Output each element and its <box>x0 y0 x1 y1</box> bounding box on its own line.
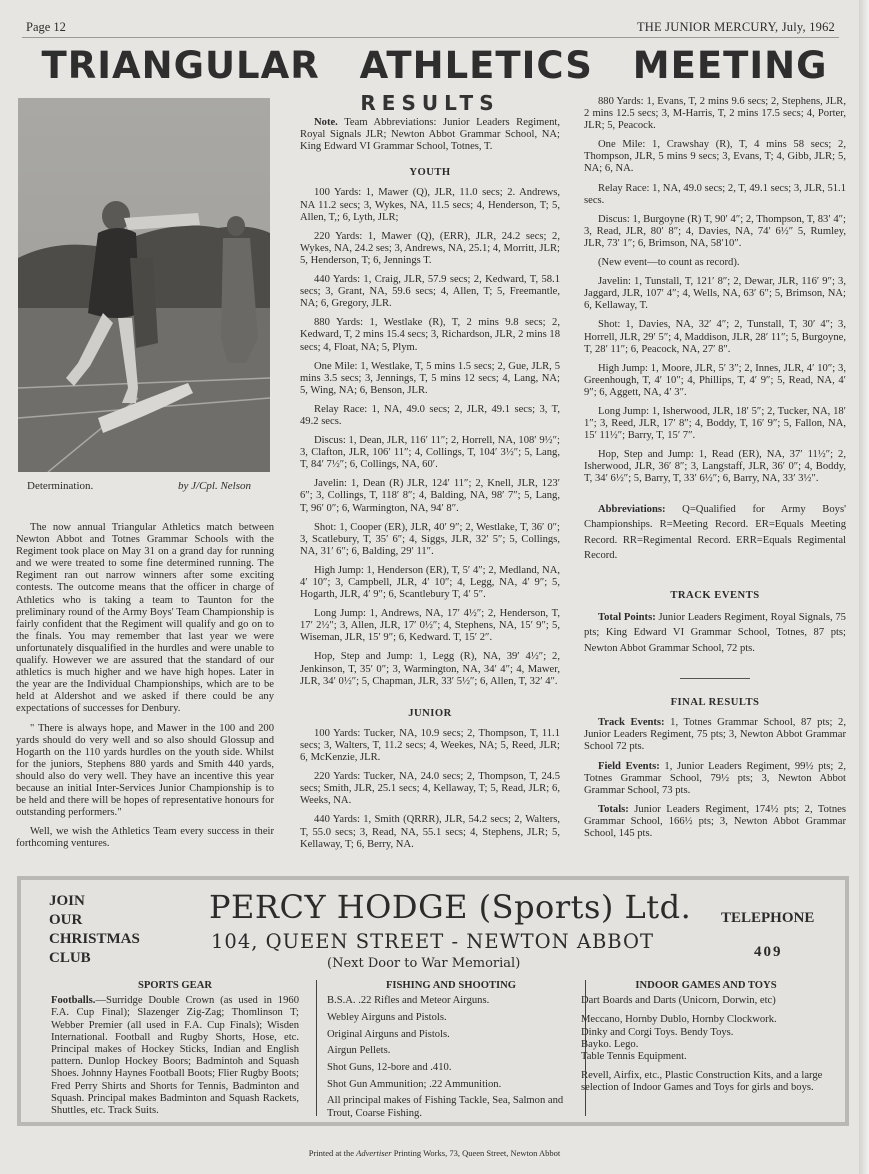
result-entry: Hop, Step and Jump: 1, Legg (R), NA, 39′ 4½″; 2, Jenkinson, T, 35′ 0″; 3, Warmington, NA, 34′ 4″; 4, Mawer, JLR, 34′ 0½″; 5, Chapman, JLR, 33′ 5½″; 6, Allen, T, 32′ 4″. <box>300 651 560 687</box>
result-entry: 220 Yards: 1, Mawer (Q), (ERR), JLR, 24.2 secs; 2, Wykes, NA, 24.2 ses; 3, Andrews, NA, 25.1; 4, Morritt, JLR; 5, Henderson, T; 6, Jennings T. <box>300 230 560 266</box>
indoor-item: Table Tennis Equipment. <box>581 1051 687 1063</box>
track-label: Total Points: <box>598 611 656 623</box>
result-entry: Relay Race: 1, NA, 49.0 secs; 2, JLR, 49.1 secs; 3, T, 49.2 secs. <box>300 403 560 427</box>
shop-address: 104, QUEEN STREET - NEWTON ABBOT <box>211 930 654 953</box>
result-entry: One Mile: 1, Crawshay (R), T, 4 mins 58 secs; 2, Thompson, JLR, 5 mins 9 secs; 3, Evans, T; 4, Gibb, JLR; 5, NA; 6, NA. <box>584 139 846 175</box>
page-title: TRIANGULAR ATHLETICS MEETING <box>41 44 828 87</box>
fishing-item: Webley Airguns and Pistols. <box>327 1011 447 1023</box>
article-paragraph: Well, we wish the Athletics Team every success in their forthcoming ventures. <box>16 826 274 850</box>
article-paragraph: The now annual Triangular Athletics match between Newton Abbot and Totnes Grammar Schools with the Regiment took place on May 31 on a grand day for running and we were treated to some fine determined running. The Regiment ran out narrow winners after some exciting contests. The outcome means that the officer in charge of Athletics who is taking a team to Taunton for the preliminary round of the Army Boys' Team Championship is fairly confident that the Regiment will qualify and go on to the finals. You may remember that last year we were unfortunately disqualified in the hurdles and were unable to qualify. However we are assured that the standard of our athletics is much higher and we have high hopes. Later in the year are the Individual Championships, which are to be held at Aldershot and we asked if there could be any expectations of successes for Denbury. <box>16 522 274 715</box>
result-entry: 880 Yards: 1, Evans, T, 2 mins 9.6 secs; 2, Stephens, JLR, 2 mins 12.5 secs; 3, M-Harris, T, 2 mins 17.5 secs; 4, Porter, JLR; 5, Peacock. <box>584 96 846 132</box>
result-entry: 880 Yards: 1, Westlake (R), T, 2 mins 9.8 secs; 2, Kedward, T, 2 mins 15.4 secs; 3, Richardson, JLR, 2 mins 18 secs; 4, Float, NA; 5, Plym. <box>300 317 560 353</box>
indoor-games-section <box>581 980 831 1095</box>
result-entry: Relay Race: 1, NA, 49.0 secs; 2, T, 49.1 secs; 3, JLR, 51.1 secs. <box>584 182 846 206</box>
result-entry: Shot: 1, Cooper (ER), JLR, 40′ 9″; 2, Westlake, T, 36′ 0″; 3, Scatlebury, T, 35′ 6″; 4, Siggs, JLR, 32′ 5″; 5, Collings, NA, 31′ 6″; 6, Balding, 29′ 11″. <box>300 521 560 557</box>
shop-name: PERCY HODGE (Sports) Ltd. <box>209 888 692 926</box>
results-heading: RESULTS <box>360 91 500 115</box>
header-rule <box>22 37 839 38</box>
christmas-club <box>49 892 140 968</box>
result-entry: 220 Yards: Tucker, NA, 24.0 secs; 2, Thompson, T, 24.5 secs; Smith, JLR, 25.1 secs; 4, Kellaway, T; 5, Read, JLR; 6, Weeks, NA. <box>300 771 560 807</box>
join-line: OUR <box>49 912 83 928</box>
sports-gear-heading: SPORTS GEAR <box>137 980 213 991</box>
final-result <box>584 761 846 797</box>
result-entry: 100 Yards: 1, Mawer (Q), JLR, 11.0 secs; 2. Andrews, NA 11.2 secs; 3, Wykes, NA, 11.5 secs; 4, Henderson, T; 5, Allen, T,; 6, Lyth, JLR; <box>300 187 560 223</box>
abbrev-label: Abbreviations: <box>598 503 666 515</box>
photo-caption: Determination. <box>27 480 94 492</box>
abbreviations <box>584 502 846 564</box>
sports-gear-lead: Footballs. <box>51 995 96 1007</box>
abbrev-text: Q=Qualified for Army Boys' Championships. R=Meeting Record. ER=Equals Meeting Record. RR=Regimental Record. ERR=Equals Regimental Record. <box>584 503 846 562</box>
indoor-item: Dart Boards and Darts (Unicorn, Dorwin, etc) <box>581 995 776 1007</box>
junior-heading: JUNIOR <box>408 707 452 719</box>
fishing-shooting-section <box>316 980 586 1119</box>
final-text: 1, Totnes Grammar School, 87 pts; 2, Junior Leaders Regiment, 75 pts; 3, Newton Abbot Grammar School 72 pts. <box>584 717 846 753</box>
indoor-item: Dinky and Corgi Toys. Bendy Toys. <box>581 1026 734 1038</box>
result-entry: 440 Yards: 1, Craig, JLR, 57.9 secs; 2, Kedward, T, 58.1 secs; 3, Grant, NA, 59.6 secs; 4, Allen, T; 5, Freemantle, NA; 6, Gregory, JLR. <box>300 274 560 310</box>
sports-gear-body: —Surridge Double Crown (as used in 1960 F.A. Cup Final); Slazenger Zig-Zag; Thomlinson T; Webber Premier (all used in F.A. Cup Finals); Wisden International. Football and Rugby Shorts, Hose, etc. Principal makes of Hockey Sticks, Indian and English pattern. Dunlop Hockey Boors; Badmintoh and Squash Shoes. Johnny Haynes Football Boots; Flier Rugby Boots; Fred Perry Shirts and Shorts for Tennis, Badminton and Squash. Principal makes Badminton and Squash Rackets, Shuttles, etc. Track Suits. <box>51 995 299 1117</box>
final-result <box>584 804 846 840</box>
section-divider <box>680 678 750 679</box>
note-label: Note. <box>314 117 338 129</box>
final-label: Track Events: <box>598 717 665 729</box>
result-entry: One Mile: 1, Westlake, T, 5 mins 1.5 secs; 2, Gue, JLR, 5 mins 3.5 secs; 3, Jennings, T, 5 mins 12 secs; 4, Lang, NA; 5, Wing, NA; 6, Benson, JLR. <box>300 360 560 396</box>
result-entry: Discus: 1, Burgoyne (R) T, 90′ 4″; 2, Thompson, T, 83′ 4″; 3, Read, JLR, 80′ 8″; 4, Davies, NA, 74′ 6½″ 5, Rumley, JLR, 73′ 1″; 6, Brimson, NA, 58′10″. <box>584 213 846 249</box>
fishing-item: Shot Guns, 12-bore and .410. <box>327 1062 452 1074</box>
result-entry: 100 Yards: Tucker, NA, 10.9 secs; 2, Thompson, T, 11.1 secs; 3, Walters, T, 11.2 secs; 4, Weekes, NA; 5, Reed, JLR; 6, McKenzie, JLR. <box>300 727 560 764</box>
telephone-label: TELEPHONE <box>721 910 815 926</box>
sports-gear-text <box>51 995 299 1117</box>
final-results-heading: FINAL RESULTS <box>670 697 760 709</box>
result-entry: Javelin: 1, Tunstall, T, 121′ 8″; 2, Dewar, JLR, 116′ 9″; 3, Jaggard, JLR, 107′ 4″; 4, Wells, NA, 63′ 6″; 5, Brimson, NA; 6, Kellaway, T. <box>584 276 846 312</box>
result-entry: Long Jump: 1, Isherwood, JLR, 18′ 5″; 2, Tucker, NA, 18′ 1″; 3, Reed, JLR, 17′ 8″; 4, Boddy, T, 16′ 9″; 5, Fallon, NA, 15′ 11½″; Barry, T, 15′ 7″. <box>584 405 846 442</box>
indoor-item: Meccano, Hornby Dublo, Hornby Clockwork. <box>581 1014 777 1026</box>
join-line: JOIN <box>49 893 85 909</box>
final-label: Totals: <box>598 803 629 815</box>
result-entry: Javelin: 1, Dean (R) JLR, 124′ 11″; 2, Knell, JLR, 123′ 6″; 3, Collings, T, 118′ 8″; 4, Balding, NA, 98′ 7″; 5, Lang, T, 96′ 0″; 6, Warmington, NA, 94′ 8″. <box>300 478 560 514</box>
photo-credit: by J/Cpl. Nelson <box>178 480 252 492</box>
printer-name: Advertiser <box>356 1148 392 1158</box>
indoor-item: Revell, Airfix, etc., Plastic Construction Kits, and a large selection of Indoor Games and Toys for girls and boys. <box>581 1070 823 1094</box>
fishing-item: Original Airguns and Pistols. <box>327 1028 450 1040</box>
result-note: (New event—to count as record). <box>598 257 740 269</box>
result-entry: High Jump: 1, Henderson (ER), T, 5′ 4″; 2, Medland, NA, 4′ 10″; 3, Campbell, JLR, 4′ 10″; 4, Legg, NA, 4′ 9″; 5, Hogarth, JLR, 4′ 9″; 6, Scantlebury T, 4′ 5″. <box>300 564 560 601</box>
final-label: Field Events: <box>598 760 660 772</box>
youth-heading: YOUTH <box>409 167 451 179</box>
result-entry: 440 Yards: 1, Smith (QRRR), JLR, 54.2 secs; 2, Walters, T, 55.0 secs; 3, Read, NA, 55.1 secs; 4, Stephens, JLR; 5, Kellaway, T; 6, Berry, NA. <box>300 814 560 850</box>
join-line: CHRISTMAS <box>49 931 140 947</box>
result-entry: Long Jump: 1, Andrews, NA, 17′ 4½″; 2, Henderson, T, 17′ 2½″; 3, Allen, JLR, 17′ 0½″; 4, Stephens, NA, 15′ 9″; 5, Wiseman, JLR, 15′ 9″; 6, Kedward. T, 15′ 2″. <box>300 608 560 644</box>
track-total-points <box>584 610 846 657</box>
telephone-number: 409 <box>754 944 783 960</box>
track-text: Junior Leaders Regiment, Royal Signals, 75 pts; King Edward VI Grammar School, Totnes, 87 pts; Newton Abbot Grammar School, 72 pts. <box>584 611 846 654</box>
result-entry: High Jump: 1, Moore, JLR, 5′ 3″; 2, Innes, JLR, 4′ 10″; 3, Greenhough, T, 4′ 10″; 4, Phillips, T, 4′ 9″; 5, Read, NA, 4′ 9″; 6, Aggett, NA, 4′ 3″. <box>584 362 846 398</box>
photo-illustration <box>18 98 270 472</box>
results-column <box>300 91 560 858</box>
team-note <box>300 117 560 153</box>
fishing-item: Airgun Pellets. <box>327 1045 391 1057</box>
fishing-heading: FISHING AND SHOOTING <box>385 980 517 991</box>
indoor-heading: INDOOR GAMES AND TOYS <box>635 980 777 991</box>
athlete-photo <box>18 98 270 472</box>
join-line: CLUB <box>49 950 91 966</box>
final-text: 1, Junior Leaders Regiment, 99½ pts; 2, Totnes Grammar School, 79½ pts; 3, Newton Abbot Grammar School, 73 pts. <box>584 760 846 796</box>
sports-gear-section <box>51 980 299 1117</box>
result-entry: Discus: 1, Dean, JLR, 116′ 11″; 2, Horrell, NA, 108′ 9½″; 3, Clafton, JLR, 106′ 11″; 4, Collings, T, 104′ 3½″; 5, Lang, T, 84′ 7½″; 6, Collings, NA, 60′. <box>300 435 560 471</box>
shop-location-note: (Next Door to War Memorial) <box>327 956 521 971</box>
results-column-continued <box>584 96 846 847</box>
article-column <box>16 522 274 857</box>
indoor-item: Bayko. Lego. <box>581 1038 639 1050</box>
final-text: Junior Leaders Regiment, 174½ pts; 2, Totnes Grammar School, 166½ pts; 3, Newton Abbot Grammar School, 145 pts. <box>584 803 846 839</box>
track-events-heading: TRACK EVENTS <box>670 589 760 601</box>
fishing-item: All principal makes of Fishing Tackle, Sea, Salmon and Trout, Coarse Fishing. <box>327 1095 564 1119</box>
percy-hodge-advert <box>17 876 849 1126</box>
result-entry: Hop, Step and Jump: 1, Read (ER), NA, 37′ 11½″; 2, Isherwood, JLR, 36′ 8″; 3, Langstaff, JLR, 36′ 0″; 4, Boddy, T, 34′ 6½″; 5, Barry, T, 33′ 6½″; 6, Barry, NA, 33′ 3½″. <box>584 449 846 485</box>
printer-text: Printed at the <box>308 1148 357 1158</box>
printer-credit <box>0 1148 869 1158</box>
note-text: Team Abbreviations: Junior Leaders Regiment, Royal Signals JLR; Newton Abbot Grammar School, NA; King Edward VI Grammar School, Totnes, T. <box>300 117 560 153</box>
publication-header: THE JUNIOR MERCURY, July, 1962 <box>636 20 835 34</box>
printer-address: Printing Works, 73, Queen Street, Newton Abbot <box>391 1148 561 1158</box>
final-result <box>584 717 846 753</box>
result-entry: Shot: 1, Davies, NA, 32′ 4″; 2, Tunstall, T, 30′ 4″; 3, Horrell, JLR, 29′ 5″; 4, Maddison, JLR, 28′ 11″; 5, Burgoyne, T, 28′ 11″; 6, Peacock, NA, 27′ 8″. <box>584 319 846 355</box>
fishing-item: Shot Gun Ammunition; .22 Ammunition. <box>327 1078 502 1090</box>
fishing-item: B.S.A. .22 Rifles and Meteor Airguns. <box>327 995 490 1007</box>
page-edge-shadow <box>859 0 869 1174</box>
article-paragraph: " There is always hope, and Mawer in the 100 and 200 yards should do very well and so also should Glossup and Hogarth on the 110 yards hurdles on the youth side. Whilst for the juniors, Stephens 880 yards and Smith 440 yards, should also do very well. They have an incentive this year because an initial Inter-Services Junior Championship is to be held and there will be hopes of representative honours for outstanding performers." <box>16 722 274 819</box>
page-number: Page 12 <box>26 20 66 34</box>
